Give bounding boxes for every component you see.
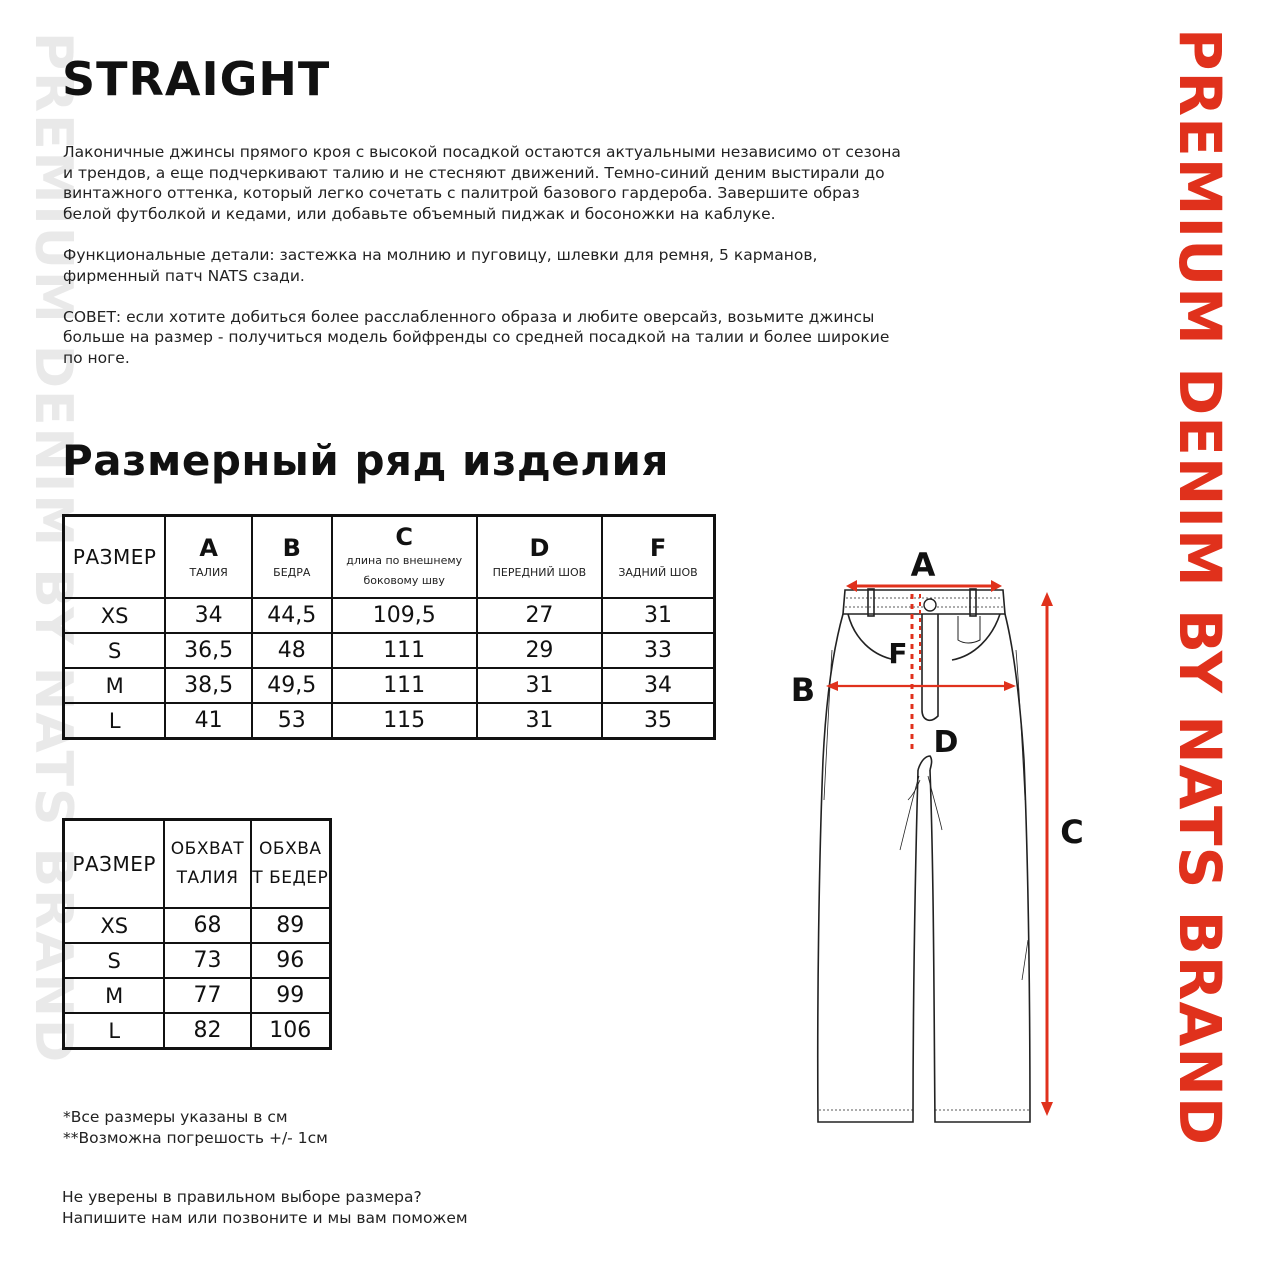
size-notes: [63, 1107, 328, 1149]
label-d: D: [933, 725, 959, 760]
header-col-a: [165, 516, 252, 599]
table-row: [64, 598, 715, 633]
table-cell: 35: [602, 703, 714, 739]
button-icon: [924, 599, 936, 611]
header-sub: ПЕРЕДНИЙ ШОВ: [492, 566, 587, 579]
table-row: [64, 703, 715, 739]
table-cell: 73: [164, 943, 250, 978]
label-c: C: [1060, 813, 1084, 851]
table-cell: 96: [251, 943, 331, 978]
table-row: [64, 633, 715, 668]
label-b: B: [790, 671, 816, 709]
table-cell: 27: [477, 598, 602, 633]
size-cell: S: [64, 943, 165, 978]
table-cell: 48: [252, 633, 332, 668]
table-cell: 38,5: [165, 668, 252, 703]
size-cell: XS: [64, 598, 166, 633]
header-hip-girth: [251, 820, 331, 909]
arrow-c: [1041, 592, 1053, 1116]
header-col-d: [477, 516, 602, 599]
table-cell: 29: [477, 633, 602, 668]
arrow-b: [826, 681, 1016, 691]
size-cell: L: [64, 1013, 165, 1049]
table-row: [64, 1013, 331, 1049]
jeans-measurement-diagram: [780, 530, 1100, 1130]
watermark-text: PREMIUM DENIM BY NATS BRAND: [23, 32, 83, 1065]
product-description: [63, 142, 903, 369]
body-measure-table: [62, 818, 332, 1050]
header-sub: ТАЛИЯ: [189, 566, 228, 579]
table-cell: 82: [164, 1013, 250, 1049]
header-letter: B: [282, 534, 301, 562]
size-cell: S: [64, 633, 166, 668]
header-col-c: [332, 516, 477, 599]
table-cell: 68: [164, 908, 250, 943]
product-title: STRAIGHT: [62, 52, 331, 106]
table-header-row: [64, 516, 715, 599]
header-line: Т БЕДЕР: [252, 868, 329, 888]
description-paragraph: Лаконичные джинсы прямого кроя с высокой посадкой остаются актуальными независимо от сезона и трендов, а еще подчеркивают талию и не стесняют движений. Темно-синий деним выстирали до винтажного оттенка, который легко сочетать с палитрой базового гардероба. Завершите образ белой футболкой и кедами, или добавьте объемный пиджак и босоножки на каблуке.: [63, 143, 901, 223]
header-waist-girth: [164, 820, 250, 909]
table-cell: 111: [332, 633, 477, 668]
label-a: A: [910, 546, 936, 584]
description-paragraph: Функциональные детали: застежка на молнию и пуговицу, шлевки для ремня, 5 карманов, фирменный патч NATS сзади.: [63, 245, 818, 285]
header-letter: F: [649, 534, 667, 562]
table-header-row: [64, 820, 331, 909]
table-cell: 115: [332, 703, 477, 739]
header-col-b: [252, 516, 332, 599]
table-cell: 111: [332, 668, 477, 703]
table-cell: 31: [477, 703, 602, 739]
help-line: Напишите нам или позвоните и мы вам поможем: [62, 1209, 468, 1227]
size-cell: M: [64, 978, 165, 1013]
jeans-outline: [818, 589, 1030, 1122]
table-cell: 106: [251, 1013, 331, 1049]
table-row: [64, 978, 331, 1013]
note-line: **Возможна погрешость +/- 1см: [63, 1129, 328, 1147]
table-cell: 89: [251, 908, 331, 943]
header-letter: D: [529, 534, 550, 562]
size-cell: XS: [64, 908, 165, 943]
help-line: Не уверены в правильном выборе размера?: [62, 1188, 422, 1206]
label-f: F: [888, 637, 908, 670]
table-cell: 53: [252, 703, 332, 739]
table-cell: 36,5: [165, 633, 252, 668]
table-cell: 34: [602, 668, 714, 703]
side-brand-text: PREMIUM DENIM BY NATS BRAND: [1166, 28, 1234, 1147]
header-letter: C: [395, 523, 413, 551]
help-text: [62, 1187, 468, 1229]
table-cell: 77: [164, 978, 250, 1013]
table-cell: 41: [165, 703, 252, 739]
header-letter: A: [199, 534, 218, 562]
table-cell: 34: [165, 598, 252, 633]
note-line: *Все размеры указаны в см: [63, 1108, 288, 1126]
table-cell: 31: [477, 668, 602, 703]
header-line: ОБХВАТ: [170, 839, 245, 859]
header-line: ОБХВА: [259, 839, 322, 859]
header-line: ТАЛИЯ: [176, 868, 239, 888]
description-paragraph: СОВЕТ: если хотите добиться более расслабленного образа и любите оверсайз, возьмите джинсы больше на размер - получиться модель бойфренды со средней посадкой на талии и более широкие по ноге.: [63, 307, 890, 367]
header-col-f: [602, 516, 714, 599]
size-table: [62, 514, 716, 740]
table-cell: 33: [602, 633, 714, 668]
table-row: [64, 908, 331, 943]
size-cell: M: [64, 668, 166, 703]
header-sub: БЕДРА: [273, 566, 311, 579]
table-row: [64, 943, 331, 978]
section-title: Размерный ряд изделия: [62, 436, 669, 485]
table-cell: 49,5: [252, 668, 332, 703]
header-sub: длина по внешнему боковому шву: [346, 554, 463, 587]
header-sub: ЗАДНИЙ ШОВ: [618, 566, 698, 579]
table-cell: 44,5: [252, 598, 332, 633]
table-cell: 109,5: [332, 598, 477, 633]
table-cell: 99: [251, 978, 331, 1013]
table-row: [64, 668, 715, 703]
header-size: РАЗМЕР: [64, 820, 165, 909]
table-cell: 31: [602, 598, 714, 633]
size-cell: L: [64, 703, 166, 739]
header-size: РАЗМЕР: [64, 516, 166, 599]
